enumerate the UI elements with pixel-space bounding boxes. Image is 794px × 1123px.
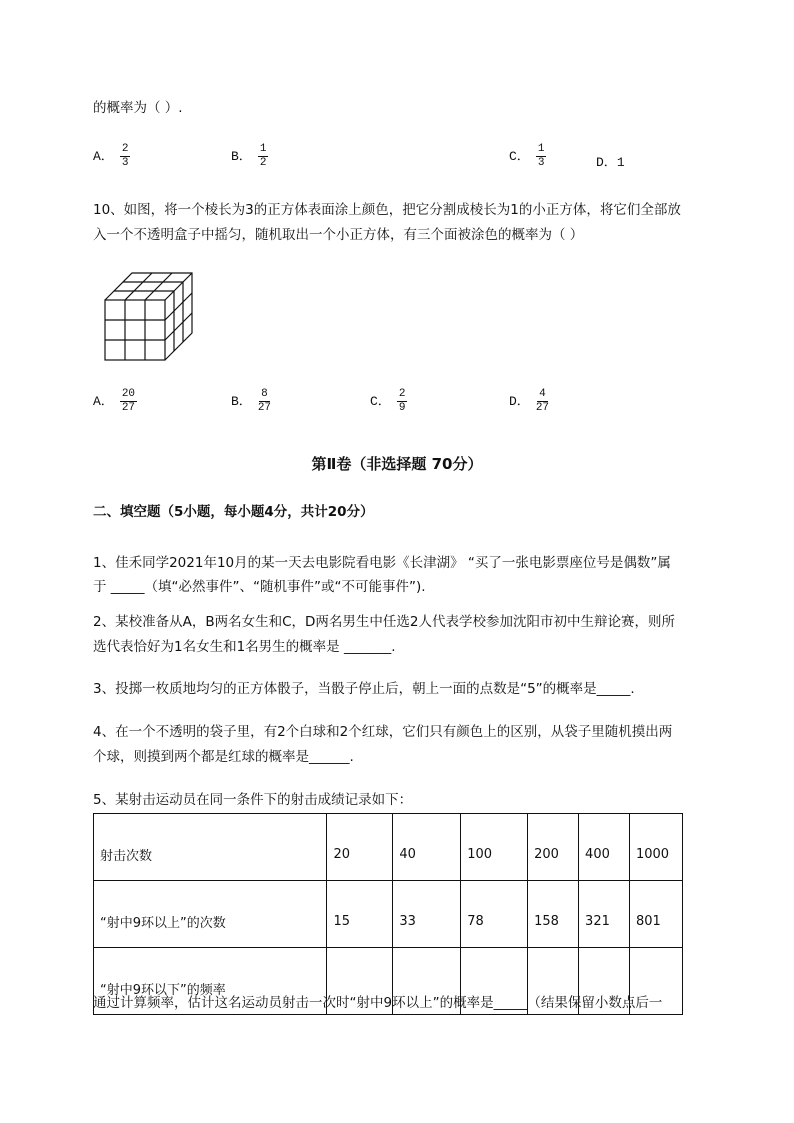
table-cell: “射中9环以下”的频率: [94, 948, 327, 1015]
table-cell: 1000: [629, 814, 682, 881]
option-label: B．: [231, 148, 252, 164]
fill-q5-after: 通过计算频率，估计这名运动员射击一次时“射中9环以上”的概率是_____（结果保留小数点后一: [93, 995, 663, 1011]
fraction: [258, 388, 271, 415]
fill-q2-line2: 选代表恰好为1名女生和1名男生的概率是 _______.: [93, 639, 396, 655]
denominator: 27: [257, 402, 272, 414]
option-label: C．: [509, 148, 530, 164]
denominator: 3: [537, 157, 545, 169]
option-label: D．: [596, 155, 617, 170]
table-row: [94, 881, 683, 948]
table-cell: 15: [327, 881, 393, 948]
numerator: 8: [261, 388, 268, 400]
fill-q4-line2: 个球，则摸到两个都是红球的概率是______.: [93, 749, 354, 765]
table-cell: 33: [393, 881, 461, 948]
option-label: A．: [93, 148, 114, 164]
fraction: [120, 143, 131, 170]
shooting-table: [93, 813, 683, 1015]
numerator: 1: [259, 143, 267, 155]
q10-option-a: [93, 388, 137, 415]
fill-q4-line1: 4、在一个不透明的袋子里，有2个白球和2个红球，它们只有颜色上的区别，从袋子里随机摸出两: [93, 724, 673, 740]
table-cell: 20: [327, 814, 393, 881]
option-value: 1: [616, 155, 625, 170]
q9-tail: 的概率为（ ）.: [93, 100, 183, 116]
table-cell: 78: [461, 881, 528, 948]
fill-q1-line1: 1、佳禾同学2021年10月的某一天去电影院看电影《长津湖》 “买了一张电影票座位号是偶数”属: [93, 555, 671, 571]
fraction: [258, 143, 269, 170]
option-label: C．: [370, 393, 391, 409]
table-cell: 801: [629, 881, 682, 948]
q9-option-b: [231, 143, 268, 170]
table-cell: 158: [528, 881, 579, 948]
q10-option-b: [231, 388, 271, 415]
fill-q2-line1: 2、某校准备从A，B两名女生和C，D两名男生中任选2人代表学校参加沈阳市初中生辩论赛，则所: [93, 614, 675, 630]
q9-option-a: [93, 143, 130, 170]
numerator: 2: [121, 143, 129, 155]
q10-option-d: [509, 388, 549, 415]
denominator: 27: [535, 402, 550, 414]
table-row: [94, 814, 683, 881]
table-cell: 321: [579, 881, 630, 948]
numerator: 2: [398, 388, 406, 400]
table-cell: 200: [528, 814, 579, 881]
fraction: [536, 388, 549, 415]
numerator: 1: [537, 143, 545, 155]
fraction: [397, 388, 408, 415]
denominator: 9: [398, 402, 406, 414]
q10-line2: 入一个不透明盒子中摇匀，随机取出一个小正方体，有三个面被涂色的概率为（ ）: [93, 227, 584, 243]
numerator: 4: [539, 388, 546, 400]
fraction: [536, 143, 547, 170]
fill-q5: 5、某射击运动员在同一条件下的射击成绩记录如下：: [93, 792, 413, 808]
section-title: 第Ⅱ卷（非选择题 70分）: [311, 455, 483, 473]
option-label: A．: [93, 393, 114, 409]
fill-q1-line2: 于 _____（填“必然事件”、“随机事件”或“不可能事件”).: [93, 579, 426, 595]
table-cell: 400: [579, 814, 630, 881]
part2-heading: 二、填空题（5小题，每小题4分，共计20分）: [93, 504, 374, 520]
q9-option-c: [509, 143, 546, 170]
cube-figure: [100, 268, 200, 366]
numerator: 20: [121, 388, 136, 400]
table-cell: 40: [393, 814, 461, 881]
fraction: [120, 388, 137, 415]
denominator: 27: [121, 402, 136, 414]
q10-option-c: [370, 388, 407, 415]
denominator: 3: [121, 157, 129, 169]
table-cell: 射击次数: [94, 814, 327, 881]
fill-q3: 3、投掷一枚质地均匀的正方体骰子，当骰子停止后，朝上一面的点数是“5”的概率是_____.: [93, 681, 635, 697]
option-label: D．: [509, 393, 530, 409]
denominator: 2: [259, 157, 267, 169]
table-cell: 100: [461, 814, 528, 881]
q10-line1: 10、如图，将一个棱长为3的正方体表面涂上颜色，把它分割成棱长为1的小正方体，将它们全部放: [93, 202, 681, 218]
q9-option-d: [596, 151, 625, 170]
table-cell: “射中9环以上”的次数: [94, 881, 327, 948]
option-label: B．: [231, 393, 252, 409]
